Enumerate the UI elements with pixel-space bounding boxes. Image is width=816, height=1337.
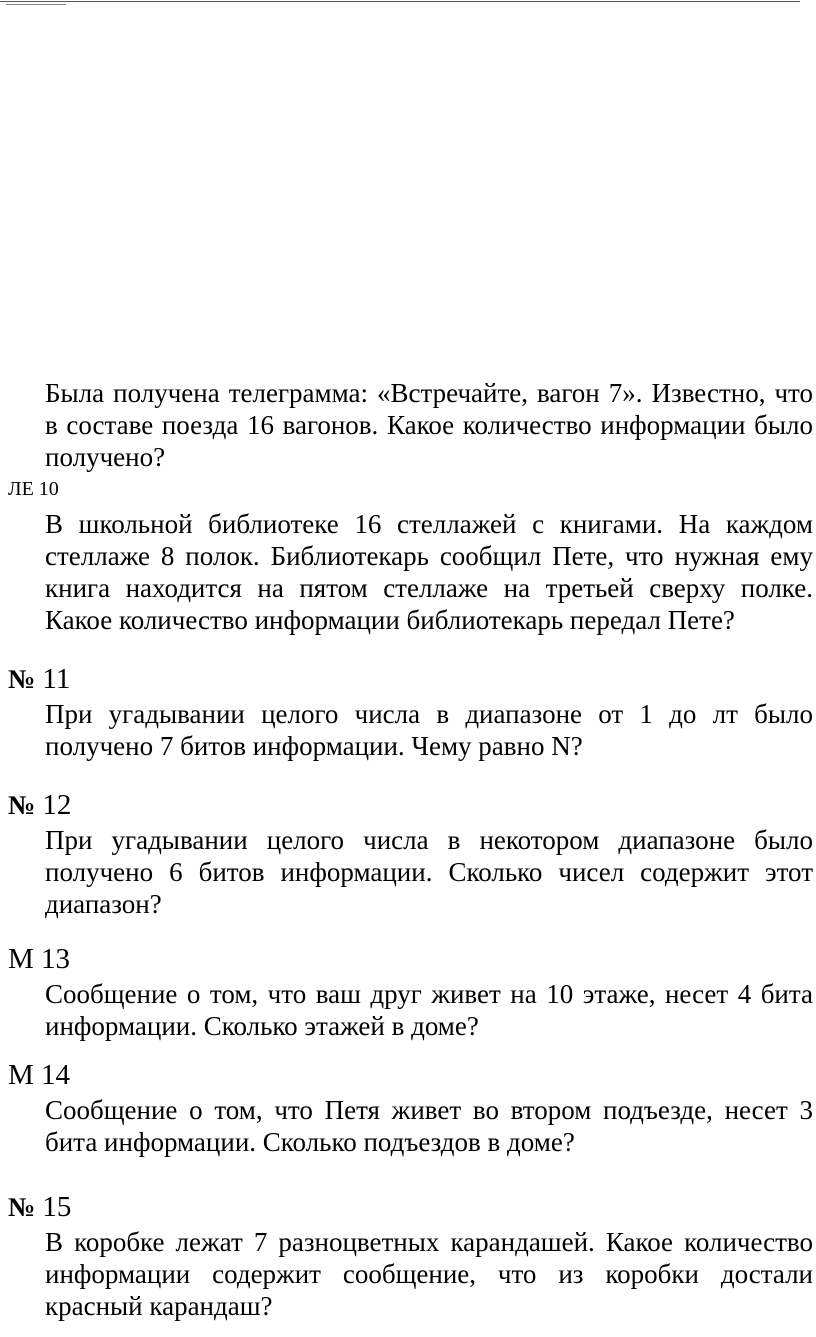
problem-number: 15 xyxy=(42,1191,72,1223)
problem-10-heading: ЛЕ 10 xyxy=(8,478,59,500)
problem-10-text: В школьной библиотеке 16 стеллажей с книгами. На каждом стеллаже 8 полок. Библиотекарь сообщил Пете, что нужная ему книга находится на пятом стеллаже на третьей сверху полке. Какое количество информации библиотекарь передал Пете? xyxy=(45,509,813,635)
problem-11-heading xyxy=(8,662,816,696)
problem-number: 12 xyxy=(42,789,72,821)
problem-12-text: При угадывании целого числа в некотором диапазоне было получено 6 битов информации. Сколько чисел содержит этот диапазон? xyxy=(45,825,813,919)
number-sign: № xyxy=(8,1192,36,1222)
number-sign: № xyxy=(8,790,36,820)
problem-11-text: При угадывании целого числа в диапазоне от 1 до лт было получено 7 битов информации. Чему равно N? xyxy=(45,699,813,761)
problem-13-text: Сообщение о том, что ваш друг живет на 10 этаже, несет 4 бита информации. Сколько этажей в доме? xyxy=(45,979,813,1041)
problem-12-heading xyxy=(8,788,816,822)
problem-13-heading: М 13 xyxy=(8,943,71,975)
problem-15-text: В коробке лежат 7 разноцветных карандашей. Какое количество информации содержит сообщение, что из коробки достали красный карандаш? xyxy=(45,1227,813,1321)
problem-14-text: Сообщение о том, что Петя живет во втором подъезде, несет 3 бита информации. Сколько подъездов в доме? xyxy=(45,1095,813,1157)
problem-15-heading xyxy=(8,1190,816,1224)
number-sign: № xyxy=(8,664,36,694)
top-rule xyxy=(0,1,800,2)
problem-14-heading: М 14 xyxy=(8,1059,71,1091)
top-rule-thin xyxy=(6,4,66,5)
problem-list xyxy=(0,377,816,1322)
problem-9-text: Была получена телеграмма: «Встречайте, вагон 7». Известно, что в составе поезда 16 вагонов. Какое количество информации было получено? xyxy=(45,378,813,472)
problem-number: 11 xyxy=(42,663,71,695)
